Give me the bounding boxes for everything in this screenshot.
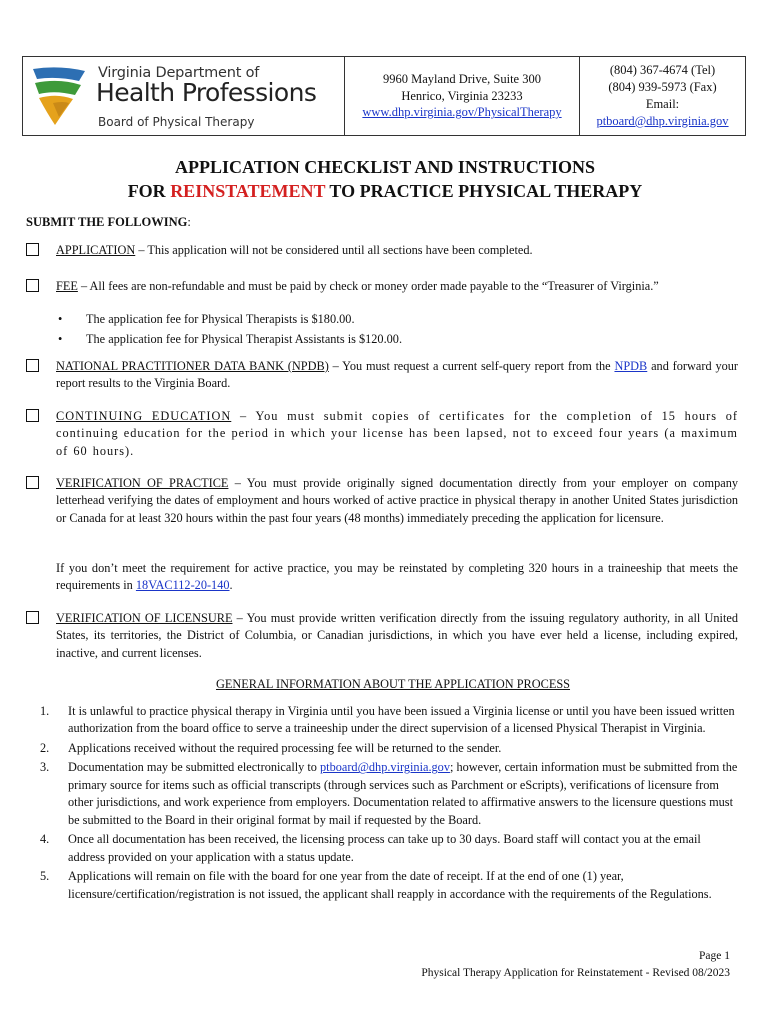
title-pre: FOR	[127, 180, 171, 201]
checklist-item-fee	[26, 278, 738, 295]
submit-heading	[26, 214, 191, 232]
page-title	[0, 156, 770, 204]
fee-bullets	[56, 311, 656, 351]
npdb-link[interactable]: NPDB	[614, 359, 648, 373]
document-revision: Physical Therapy Application for Reinstatement - Revised 08/2023	[421, 967, 730, 980]
ce-label: CONTINUING EDUCATION	[56, 409, 232, 423]
checkbox-npdb[interactable]	[26, 359, 39, 372]
list-text: It is unlawful to practice physical therapy in Virginia until you have been issued a Virginia license or until you have been issued written authorization from the board office to serve a traineeship under the direct supervision of a licensed Physical Therapist in Virginia.	[68, 704, 735, 736]
list-text-b: ; however, certain information must be submitted from the primary source for items such as official transcripts (through services such as Parchment or eScripts), verifications of licensure from other jurisdictions, and work experience from employers. Documentation related to affirmative answers to the licensure questions must be submitted to the Board in their original format by mail if requested by the Board.	[68, 760, 738, 827]
phone-tel: (804) 367-4674 (Tel)	[609, 63, 716, 78]
fee-label: FEE	[56, 279, 78, 293]
vop-note-b: .	[229, 578, 233, 593]
list-item	[40, 868, 740, 903]
list-text: Applications will remain on file with the board for one year from the date of receipt. If at the end of one (1) year, licensure/certification/registration is not issued, the applicant shall reapply in accordance with the requirements of the Regulations.	[68, 869, 712, 901]
fee-bullet-pta: • The application fee for Physical Therapist Assistants is $120.00.	[56, 331, 656, 351]
logo-area	[23, 57, 345, 135]
checklist-item-vop	[26, 475, 738, 527]
list-number: 4.	[40, 832, 50, 847]
vol-label: VERIFICATION OF LICENSURE	[56, 611, 233, 625]
board-email-link[interactable]: ptboard@dhp.virginia.gov	[320, 760, 450, 775]
fee-desc: – All fees are non-refundable and must be paid by check or money order made payable to the “Treasurer of Virginia.”	[77, 279, 659, 293]
title-reinstatement: REINSTATEMENT	[170, 180, 326, 201]
list-number: 3.	[40, 760, 50, 775]
email-label: Email:	[645, 97, 680, 111]
title-line-2	[0, 180, 770, 204]
ce-desc: – You must submit copies of certificates for the completion of 15 hours of continuing education for the period in which your license has been lapsed, not to exceed four years (a maximum of 60 hours).	[56, 409, 738, 458]
page-number: Page 1	[699, 950, 730, 962]
address-block	[345, 57, 580, 135]
vop-text	[56, 475, 738, 527]
checklist-item-vol	[26, 610, 738, 662]
list-text: Applications received without the required processing fee will be returned to the sender.	[68, 740, 502, 755]
list-item	[40, 831, 740, 866]
logo-line-3: Board of Physical Therapy	[98, 115, 255, 129]
dhp-logo-icon	[29, 63, 93, 129]
list-item	[40, 759, 740, 829]
title-line-1: APPLICATION CHECKLIST AND INSTRUCTIONS	[175, 157, 595, 177]
application-label: APPLICATION	[56, 243, 136, 257]
vop-desc: – You must provide originally signed documentation directly from your employer on company letterhead verifying the dates of employment and hours worked of active practice in physical therapy in another United States jurisdiction or Canada for at least 320 hours within the past four years (48 months) immediately preceding the application for licensure.	[56, 476, 738, 525]
address-city: Henrico, Virginia 23233	[401, 88, 523, 103]
checkbox-vol[interactable]	[26, 611, 39, 624]
general-info-heading: GENERAL INFORMATION ABOUT THE APPLICATION PROCESS	[215, 677, 571, 691]
phone-fax: (804) 939-5973 (Fax)	[608, 80, 717, 95]
vop-note-a: If you don’t meet the requirement for active practice, you may be reinstated by completing 320 hours in a traineeship that meets the requirements in	[56, 561, 738, 593]
logo-line-2: Health Professions	[96, 78, 317, 107]
list-text: Once all documentation has been received, the licensing process can take up to 30 days. Board staff will contact you at the email address provided on your application with a status update.	[68, 832, 701, 864]
npdb-text	[56, 358, 738, 393]
checkbox-application[interactable]	[26, 243, 39, 256]
npdb-desc-a: – You must request a current self-query report from the	[328, 359, 615, 373]
checkbox-fee[interactable]	[26, 279, 39, 292]
application-desc: – This application will not be considered until all sections have been completed.	[135, 243, 533, 257]
checklist-item-npdb	[26, 358, 738, 393]
regulation-link[interactable]: 18VAC112-20-140	[135, 578, 230, 593]
contact-block	[580, 57, 745, 135]
logo-line-1: Virginia Department of	[98, 65, 260, 81]
ce-text	[56, 408, 738, 460]
letterhead	[22, 56, 746, 136]
checklist-item-ce	[26, 408, 738, 460]
npdb-desc-b: and forward your report results to the Virginia Board.	[56, 359, 738, 391]
list-number: 2.	[40, 740, 50, 755]
general-info-list	[40, 703, 740, 905]
title-post: TO PRACTICE PHYSICAL THERAPY	[325, 180, 643, 201]
list-item	[40, 740, 740, 757]
checkbox-ce[interactable]	[26, 409, 39, 422]
website-link[interactable]: www.dhp.virginia.gov/PhysicalTherapy	[362, 105, 562, 120]
checkbox-vop[interactable]	[26, 476, 39, 489]
submit-heading-colon: :	[187, 215, 191, 229]
fee-text	[56, 278, 738, 295]
address-street: 9960 Mayland Drive, Suite 300	[383, 71, 541, 86]
vop-note	[56, 560, 738, 595]
list-number: 5.	[40, 869, 50, 884]
npdb-label: NATIONAL PRACTITIONER DATA BANK (NPDB)	[56, 359, 329, 373]
checklist-item-application	[26, 242, 738, 259]
vop-label: VERIFICATION OF PRACTICE	[56, 476, 229, 490]
page-footer	[421, 948, 730, 983]
list-item	[40, 703, 740, 738]
fee-bullet-pt: • The application fee for Physical Therapists is $180.00.	[56, 311, 656, 331]
vol-text	[56, 610, 738, 662]
application-text	[56, 242, 738, 259]
list-number: 1.	[40, 704, 50, 718]
vol-desc: – You must provide written verification directly from the issuing regulatory authority, in all United States, its territories, the District of Columbia, or Canadian jurisdictions, in which you have ever held a license, including expired, inactive, and current licenses.	[56, 611, 738, 660]
list-text-a: Documentation may be submitted electronically to	[68, 760, 321, 775]
email-link[interactable]: ptboard@dhp.virginia.gov	[596, 113, 729, 128]
submit-heading-text: SUBMIT THE FOLLOWING	[26, 215, 188, 229]
